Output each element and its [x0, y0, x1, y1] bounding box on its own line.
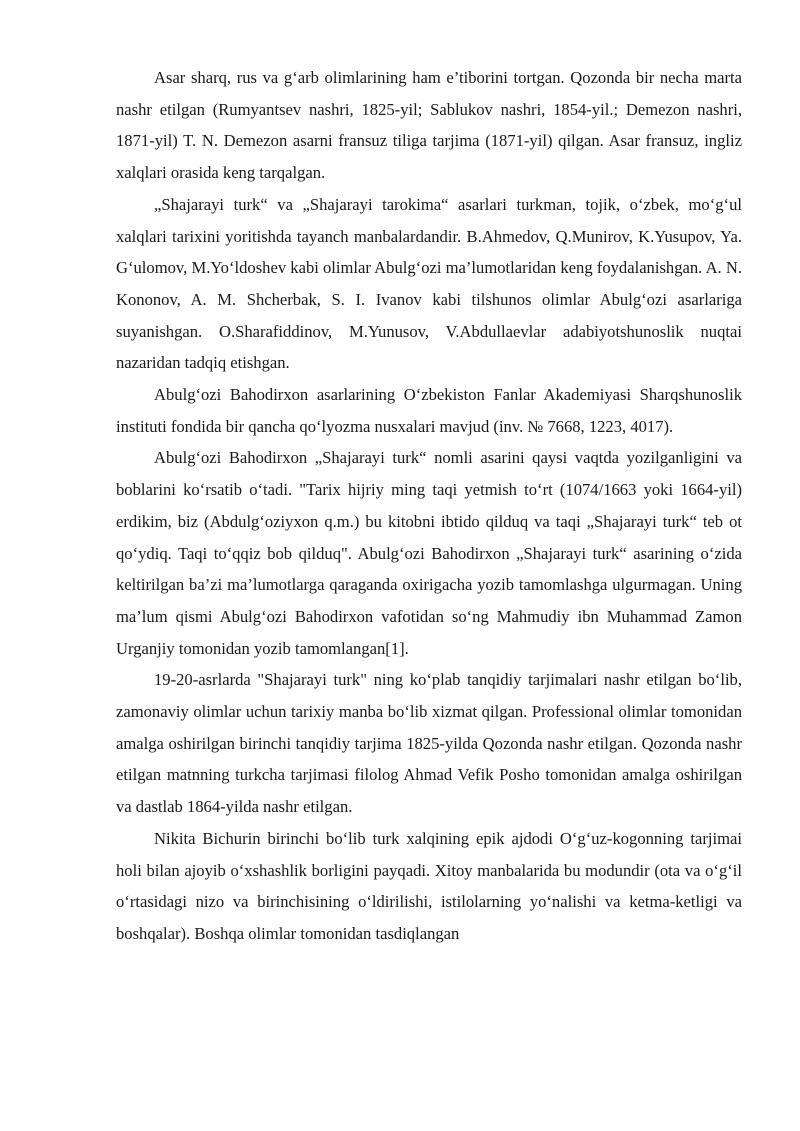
paragraph: Nikita Bichurin birinchi bo‘lib turk xalqining epik ajdodi O‘g‘uz-kogonning tarjimai holi bilan ajoyib o‘xshashlik borligini payqadi. Xitoy manbalarida bu modundir (ota va o‘g‘il o‘rtasidagi nizo va birinchisining o‘ldirilishi, istilolarning yo‘nalishi va ketma-ketligi va boshqalar). Boshqa olimlar tomonidan tasdiqlangan [116, 828, 742, 943]
paragraph: Asar sharq, rus va g‘arb olimlarining ham e’tiborini tortgan. Qozonda bir necha marta nashr etilgan (Rumyantsev nashri, 1825-yil; Sablukov nashri, 1854-yil.; Demezon nashri, 1871-yil) T. N. Demezon asarni fransuz tiliga tarjima (1871-yil) qilgan. Asar fransuz, ingliz xalqlari orasida keng tarqalgan. [116, 68, 742, 183]
paragraph: 19-20-asrlarda "Shajarayi turk" ning ko‘plab tanqidiy tarjimalari nashr etilgan bo‘lib, zamonaviy olimlar uchun tarixiy manba bo‘lib xizmat qilgan. Professional olimlar tomonidan amalga oshirilgan birinchi tanqidiy tarjima 1825-yilda Qozonda nashr etilgan. Qozonda nashr etilgan matnning turkcha tarjimasi filolog Ahmad Vefik Posho tomonidan amalga oshirilgan va dastlab 1864-yilda nashr etilgan. [116, 670, 742, 817]
document-page [116, 62, 742, 950]
paragraph: Abulg‘ozi Bahodirxon asarlarining O‘zbekiston Fanlar Akademiyasi Sharqshunoslik instituti fondida bir qancha qo‘lyozma nusxalari mavjud (inv. № 7668, 1223, 4017). [116, 385, 742, 436]
paragraph: Abulg‘ozi Bahodirxon „Shajarayi turk“ nomli asarini qaysi vaqtda yozilganligini va boblarini ko‘rsatib o‘tadi. "Tarix hijriy ming taqi yetmish to‘rt (1074/1663 yoki 1664-yil) erdikim, biz (Abdulg‘oziyxon q.m.) bu kitobni ibtido qilduq va taqi „Shajarayi turk“ teb ot qo‘ydiq. Taqi to‘qqiz bob qilduq". Abulg‘ozi Bahodirxon „Shajarayi turk“ asarining o‘zida keltirilgan ba’zi ma’lumotlarga qaraganda oxirigacha yozib tamomlashga ulgurmagan. Uning ma’lum qismi Abulg‘ozi Bahodirxon vafotidan so‘ng Mahmudiy ibn Muhammad Zamon Urganjiy tomonidan yozib tamomlangan[1]. [116, 448, 742, 658]
paragraph: „Shajarayi turk“ va „Shajarayi tarokima“ asarlari turkman, tojik, o‘zbek, mo‘g‘ul xalqlari tarixini yoritishda tayanch manbalardandir. B.Ahmedov, Q.Munirov, K.Yusupov, Ya. G‘ulomov, M.Yo‘ldoshev kabi olimlar Abulg‘ozi ma’lumotlaridan keng foydalanishgan. A. N. Kononov, A. M. Shcherbak, S. I. Ivanov kabi tilshunos olimlar Abulg‘ozi asarlariga suyanishgan. O.Sharafiddinov, M.Yunusov, V.Abdullaevlar adabiyotshunoslik nuqtai nazaridan tadqiq etishgan. [116, 194, 742, 373]
